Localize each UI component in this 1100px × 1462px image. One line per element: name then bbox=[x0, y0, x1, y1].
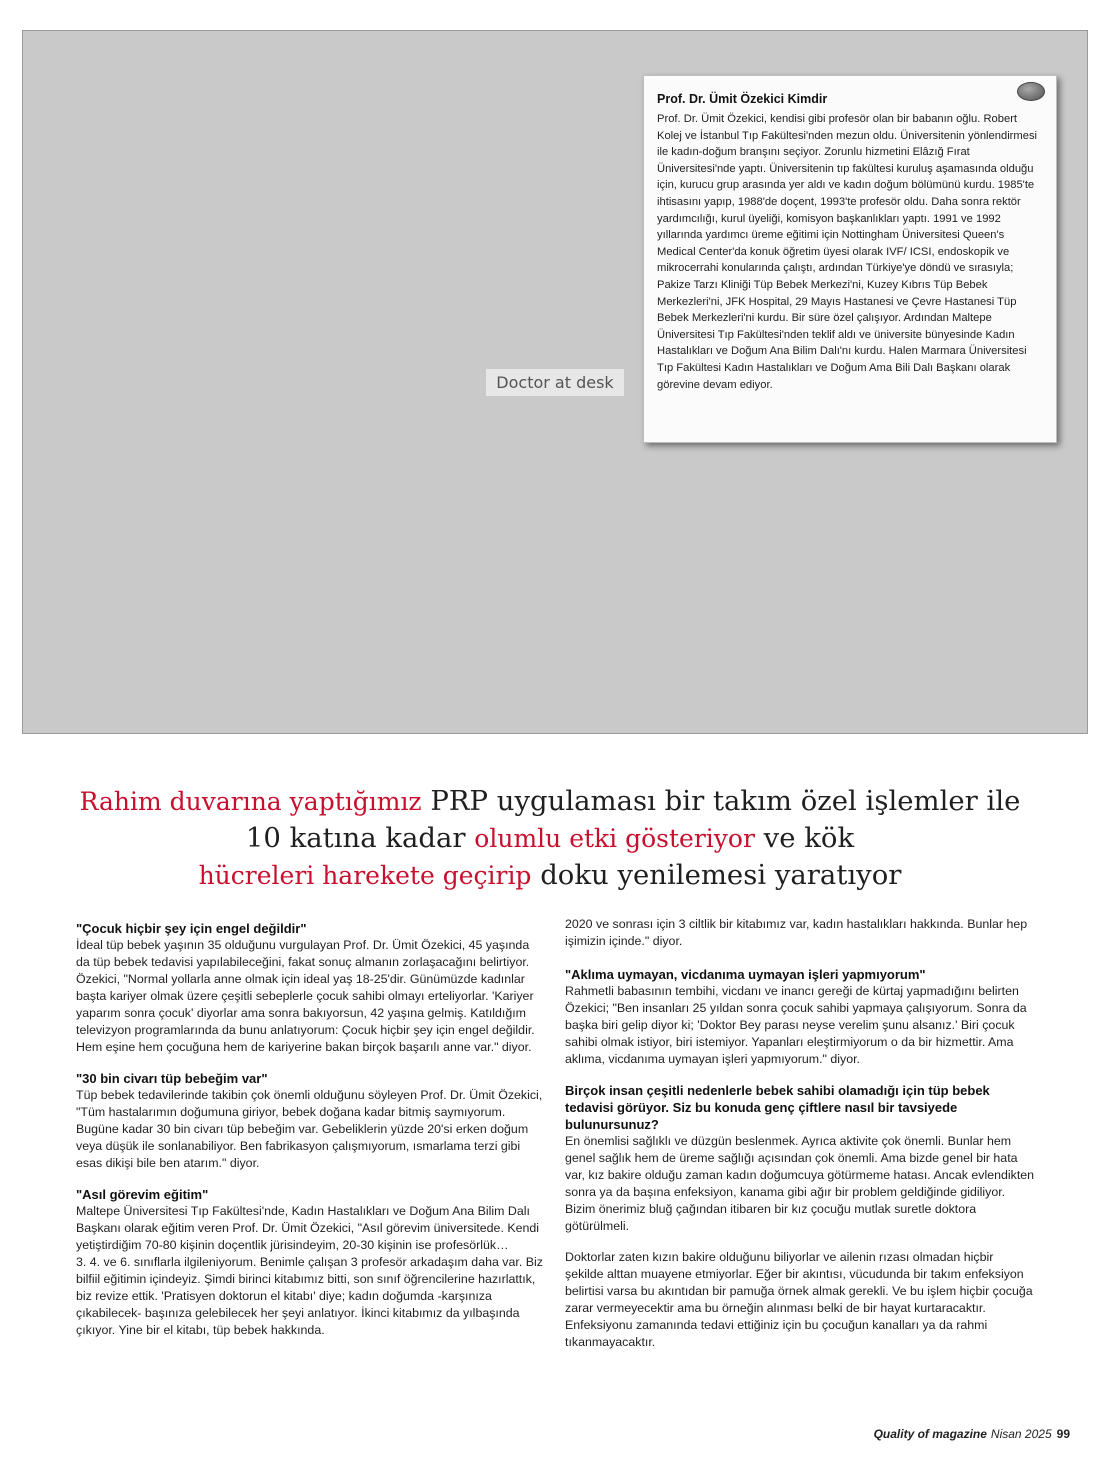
section-heading: "Çocuk hiçbir şey için engel değildir" bbox=[76, 921, 307, 936]
pullquote bbox=[60, 783, 1040, 894]
magazine-name: Quality of magazine bbox=[873, 1427, 987, 1441]
right-column bbox=[565, 916, 1035, 1365]
section-body: Maltepe Üniversitesi Tıp Fakültesi'nde, Kadın Hastalıkları ve Doğum Ana Bilim Dalı Başkanı olarak eğitim veren Prof. Dr. Ümit Özekici, "Asıl görevim üniversitede. Kendi yetiştirdiğim 70-80 kişinin doçentlik jürisindeyim, 20-30 kişinin ise profesörlük… 3. 4. ve 6. sınıflarla ilgileniyorum. Benimle çalışan 3 profesör arkadaşım daha var. Biz bilfiil eğitimin içindeyiz. Şimdi birinci kitabımız bitti, son sınıf öğrencilerine hazırlattık, biz revize ettik. 'Pratisyen doktorun el kitabı' diye; kadın doğumda -karşınıza çıkabilecek- başınıza gelebilecek her şeyi anlatıyor. İkinci kitabımız da yılbaşında çıkıyor. Yine bir el kitabı, tüp bebek hakkında. bbox=[76, 1204, 543, 1337]
pullquote-part-6: doku yenilemesi yaratıyor bbox=[531, 859, 902, 891]
left-column bbox=[76, 920, 546, 1353]
bio-box bbox=[643, 75, 1057, 443]
section-body: İdeal tüp bebek yaşının 35 olduğunu vurgulayan Prof. Dr. Ümit Özekici, 45 yaşında da tüp bebek tedavisi yapılabileceğini, fakat sonuç almanın zorlaşacağını belirtiyor. Özekici, "Normal yollarla anne olmak için ideal yaş 18-25'dir. Günümüzde kadınlar başta kariyer olmak üzere çeşitli sebeplerle çocuk sahibi olmayı erteliyorlar. 'Kariyer yaparım sonra çocuk' diyorlar ama sonra bakıyorsun, 42 yaşına gelmiş. Katıldığım televizyon programlarında da bunu anlatıyorum: Çocuk hiçbir şey için engel değildir. Hem eşine hem çocuğuna hem de kariyerine bakan birçok başarılı anne var." diyor. bbox=[76, 938, 535, 1054]
page-footer bbox=[874, 1427, 1070, 1441]
pin-icon bbox=[1017, 82, 1045, 101]
pullquote-part-3: olumlu etki gösteriyor bbox=[474, 824, 755, 853]
section-body: Rahmetli babasının tembihi, vicdanı ve inancı gereği de kürtaj yapmadığını belirten Özekici; "Ben insanları 25 yıldan sonra çocuk sahibi yapmaya çalışıyorum. Sonra da başka biri gelip diyor ki; 'Doktor Bey parası neyse verelim şunu alsanız.' Biri çocuk sahibi olmak istiyor, biri istemiyor. Yapanları eleştirmiyorum o da bir hizmettir. Ama aklıma, vicdanıma uymayan işleri yapmıyorum." diyor. bbox=[565, 984, 1027, 1066]
section-body: Tüp bebek tedavilerinde takibin çok önemli olduğunu söyleyen Prof. Dr. Ümit Özekici, "Tüm hastalarımın doğumuna giriyor, bebek doğana kadar bitmiş saymıyorum. Bugüne kadar 30 bin civarı tüp bebeğim var. Gebeliklerin yüzde 20'si erken doğum veya düşük ile sonlanabiliyor. Ben fabrikasyon çalışmıyorum, ısmarlama terzi gibi esas dikişi bile ben atarım." diyor. bbox=[76, 1088, 543, 1170]
issue-date: Nisan 2025 bbox=[990, 1427, 1052, 1441]
pullquote-part-5: hücreleri harekete geçirip bbox=[198, 861, 532, 890]
section-heading: "30 bin civarı tüp bebeğim var" bbox=[76, 1071, 268, 1086]
section-body: 2020 ve sonrası için 3 ciltlik bir kitabımız var, kadın hastalıkları hakkında. Bunlar hep işimizin içinde." diyor. bbox=[565, 917, 1028, 948]
interview-answer: En önemlisi sağlıklı ve düzgün beslenmek. Ayrıca aktivite çok önemli. Bunlar hem genel sağlık hem de üreme sağlığı açısından çok önemli. Ama bizde genel bir hata var, kız bakire olduğu zaman kadın doğumcuya götürmeme hatası. Ancak evlendikten sonra ya da başına enfeksiyon, kanama gibi ağır bir problem geldiğinde gidiliyor. Bizim önerimiz bluğ çağından itibaren bir kız çocuğu mutlak suretle doktora götürülmeli. bbox=[565, 1134, 1035, 1233]
interview-answer-continued: Doktorlar zaten kızın bakire olduğunu biliyorlar ve ailenin rızası olmadan hiçbir şekilde alttan muayene etmiyorlar. Eğer bir akıntısı, vücudunda bir takım enfeksiyon belirtisi varsa bu akıntıdan bir pamuğa örnek almak gerekli. Ve bu işlem hiçbir çocuğa zarar vermeyecektir ama bu örneğin alınması belki de bir hayat kurtaracaktır. Enfeksiyonu zamanında tedavi ettiğiniz için bu çocuğun kanalları ya da rahmi tıkanmayacaktır. bbox=[565, 1250, 1033, 1349]
pullquote-part-1: Rahim duvarına yaptığımız bbox=[79, 787, 422, 816]
bio-text: Prof. Dr. Ümit Özekici, kendisi gibi profesör olan bir babanın oğlu. Robert Kolej ve İstanbul Tıp Fakültesi'nden mezun oldu. Üniversitenin yönlendirmesi ile kadın-doğum branşını seçiyor. Zorunlu hizmetini Elâzığ Fırat Üniversitesi'nde yaptı. Üniversitenin tıp fakültesi kuruluş aşamasında olduğu için, kurucu grup arasında yer aldı ve kadın doğum bölümünü kurdu. 1985'te ihtisasını yapıp, 1988'de doçent, 1993'te profesör oldu. Daha sonra rektör yardımcılığı, kurul üyeliği, komisyon başkanlıkları yaptı. 1991 ve 1992 yıllarında yardımcı üreme eğitimi için Nottingham Üniversitesi Queen's Medical Center'da konuk öğretim üyesi olarak IVF/ ICSI, endoskopik ve mikrocerrahi konularında çalıştı, ardından Türkiye'ye döndü ve sırasıyla; Pakize Tarzı Kliniği Tüp Bebek Merkezi'ni, Kuzey Kıbrıs Tüp Bebek Merkezleri'ni, JFK Hospital, 29 Mayıs Hastanesi ve Çevre Hastanesi Tüp Bebek Merkezleri'ni kurdu. Bir süre özel çalışıyor. Ardından Maltepe Üniversitesi Tıp Fakültesi'nden teklif aldı ve üniversite bünyesinde Kadın Hastalıkları ve Doğum Ana Bilim Dalı'nı kurdu. Halen Marmara Üniversitesi Tıp Fakültesi Kadın Hastalıkları ve Doğum Ama Bili Dalı Başkanı olarak görevine devam ediyor. bbox=[657, 113, 1038, 391]
section-heading: "Asıl görevim eğitim" bbox=[76, 1187, 209, 1202]
pullquote-part-2: PRP uygulaması bir takım özel işlemler ile 10 katına kadar bbox=[245, 785, 1021, 854]
bio-title: Prof. Dr. Ümit Özekici Kimdir bbox=[657, 92, 828, 106]
pullquote-part-4: ve kök bbox=[754, 822, 855, 854]
interview-question: Birçok insan çeşitli nedenlerle bebek sahibi olamadığı için tüp bebek tedavisi görüyor. Siz bu konuda genç çiftlere nasıl bir tavsiyede bulunursunuz? bbox=[565, 1083, 990, 1132]
section-heading: "Aklıma uymayan, vicdanıma uymayan işleri yapmıyorum" bbox=[565, 967, 926, 982]
photo-caption: Doctor at desk bbox=[486, 369, 623, 396]
page-number: 99 bbox=[1056, 1427, 1070, 1441]
